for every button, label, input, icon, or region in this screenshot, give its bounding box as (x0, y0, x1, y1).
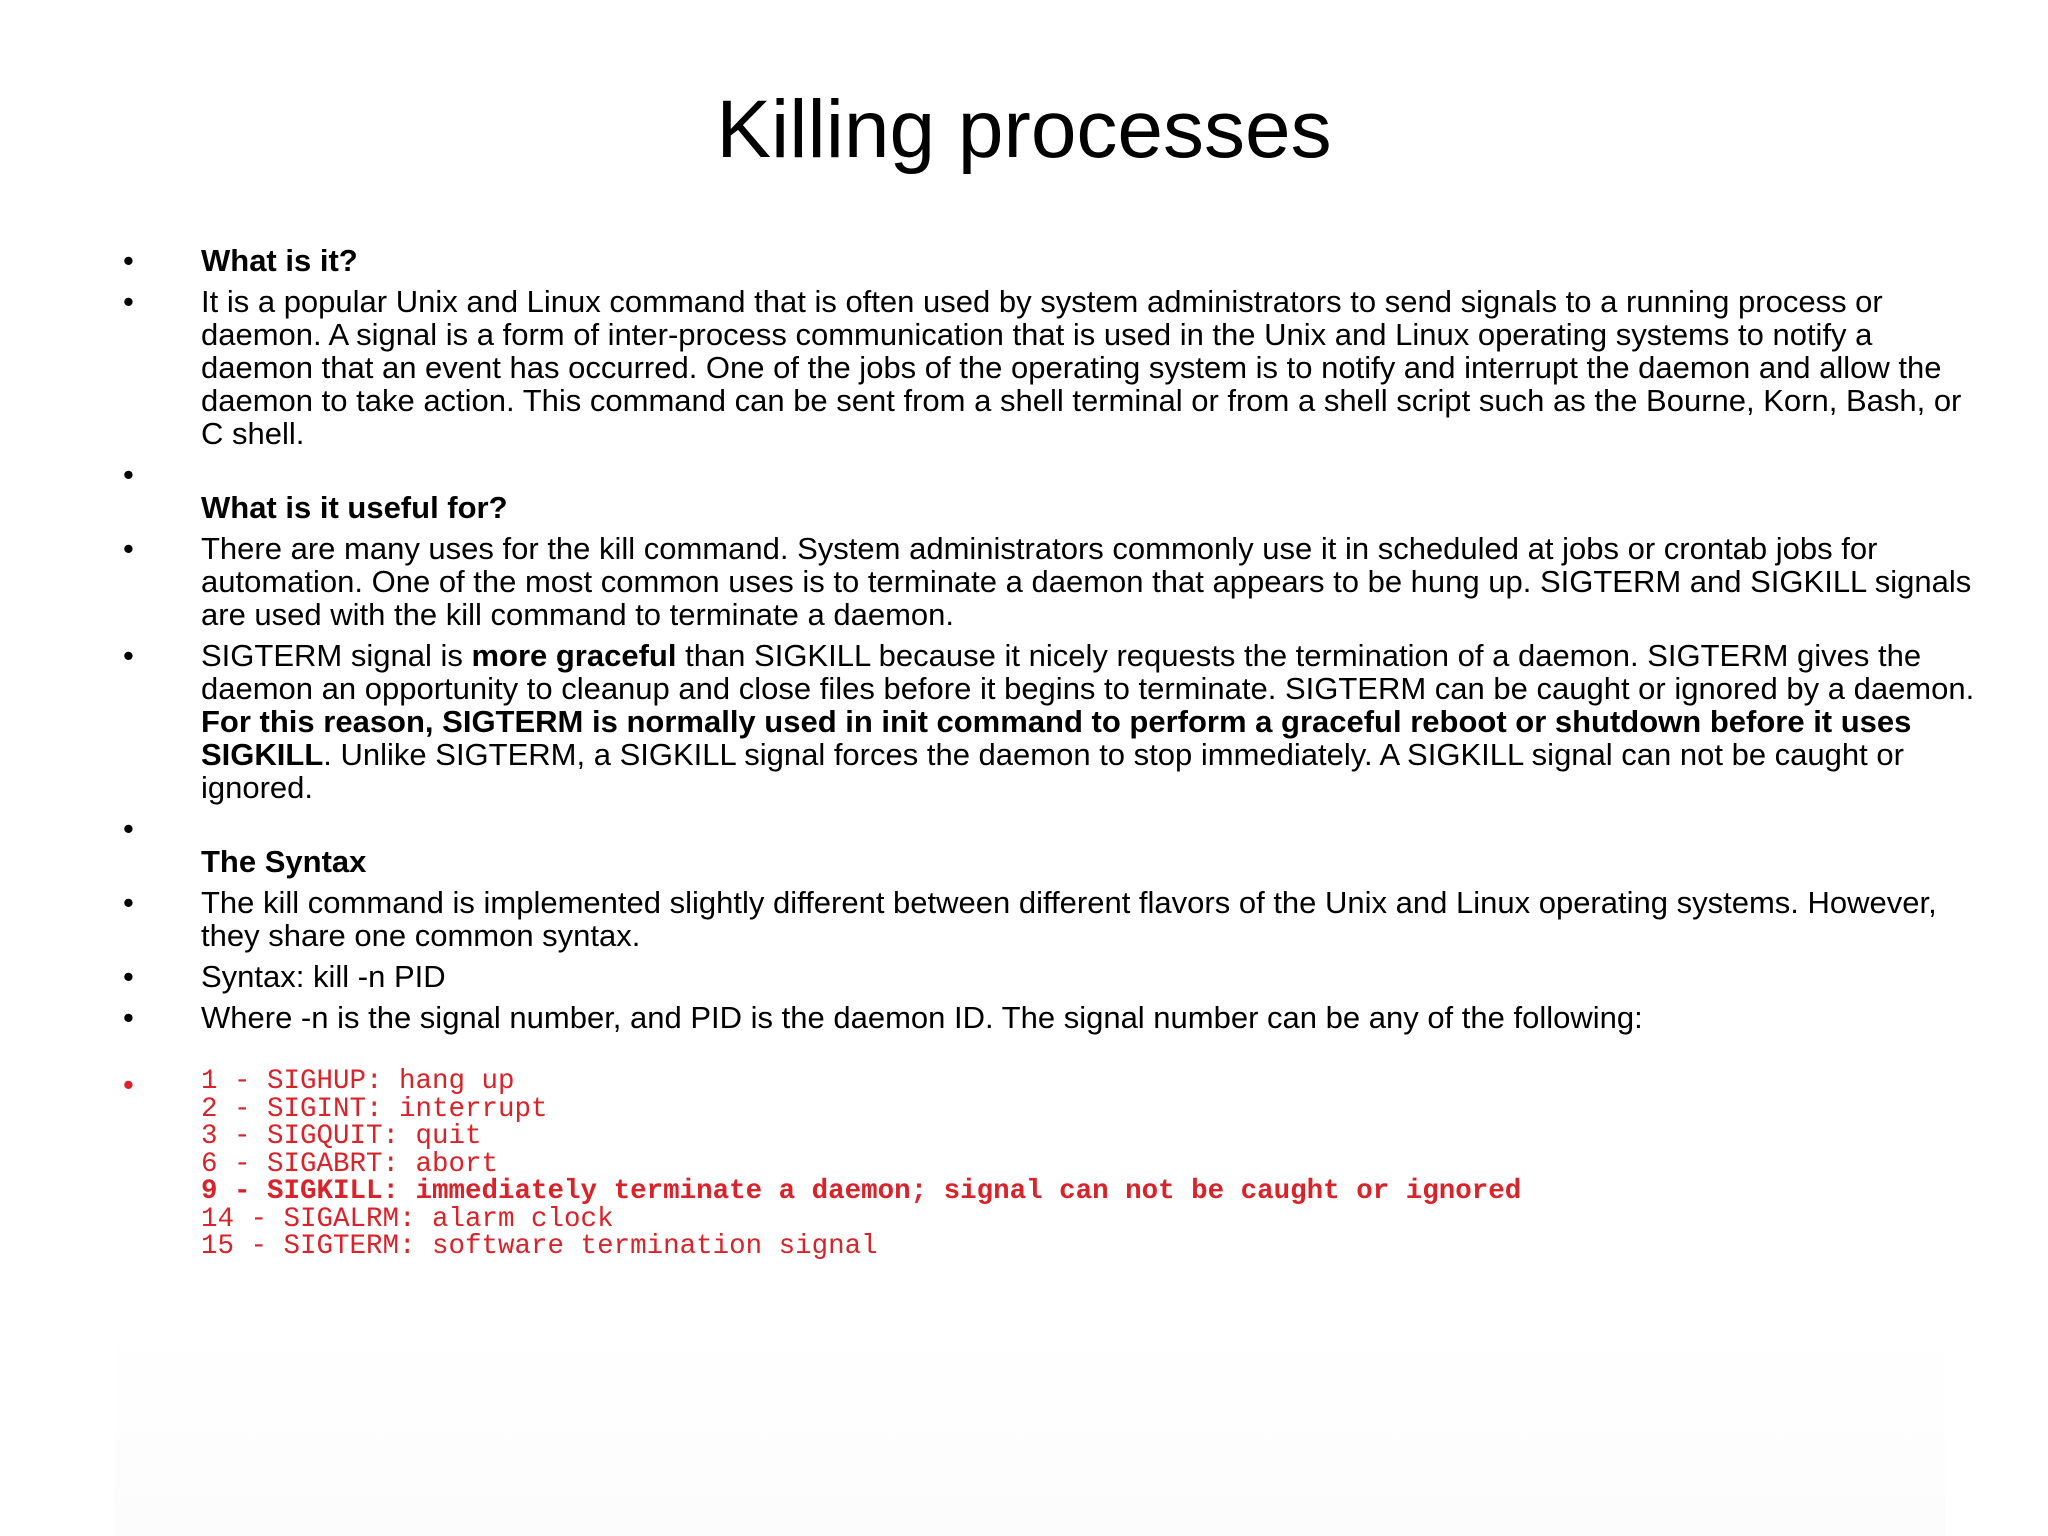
heading-syntax: The Syntax (201, 844, 367, 879)
bullet-dot: • (123, 1067, 134, 1102)
bullet-heading-useful-for (0, 491, 2048, 524)
bullet-dot: • (123, 638, 134, 673)
bullet-dot: • (123, 243, 134, 278)
sigterm-emphasis-reason: For this reason, SIGTERM is normally used in init command to perform a graceful reboot or shutdown before it uses SIGKILL (201, 704, 1912, 772)
signal-number-text: Where -n is the signal number, and PID is the daemon ID. The signal number can be any of the following: (201, 1000, 1643, 1035)
bullet-dot: • (123, 885, 134, 920)
definition-text: It is a popular Unix and Linux command that is often used by system administrators to send signals to a running process or daemon. A signal is a form of inter-process communication that is used in the Unix and Linux operating systems to notify a daemon that an event has occurred. One of the jobs of the operating system is to notify and interrupt the daemon and allow the daemon to take action. This command can be sent from a shell terminal or from a shell script such as the Bourne, Korn, Bash, or C shell. (201, 284, 1962, 451)
sigterm-text-part1: SIGTERM signal is (201, 638, 472, 673)
heading-what-is-it: What is it? (201, 243, 358, 278)
bullet-syntax (0, 960, 2048, 993)
bullet-dot: • (123, 959, 134, 994)
bullet-empty (0, 812, 2048, 845)
bullet-uses (0, 532, 2048, 631)
uses-text: There are many uses for the kill command. System administrators commonly use it in scheduled at jobs or crontab jobs for automation. One of the most common uses is to terminate a daemon that appears to be hung up. SIGTERM and SIGKILL signals are used with the kill command to terminate a daemon. (201, 531, 1972, 632)
syntax-text: Syntax: kill -n PID (201, 959, 446, 994)
bullet-list (0, 244, 2048, 1269)
heading-useful-for: What is it useful for? (201, 490, 508, 525)
bullet-implementation (0, 886, 2048, 952)
sigterm-text-part3: . Unlike SIGTERM, a SIGKILL signal forces the daemon to stop immediately. A SIGKILL signal can not be caught or ignored. (201, 737, 1904, 805)
slide-title: Killing processes (716, 84, 1332, 175)
bullet-signal-number (0, 1001, 2048, 1034)
signal-sigabrt: 6 - SIGABRT: abort (201, 1148, 499, 1180)
bullet-dot: • (123, 811, 134, 846)
signal-sigterm: 15 - SIGTERM: software termination signal (201, 1231, 878, 1262)
bullet-sigterm-vs-sigkill (0, 639, 2048, 804)
bullet-dot: • (123, 531, 134, 566)
sigterm-text-part2: than SIGKILL because it nicely requests the termination of a daemon. SIGTERM gives the daemon an opportunity to cleanup and close files before it begins to terminate. SIGTERM can be caught or ignored by a daemon. (201, 638, 1975, 706)
implementation-text: The kill command is implemented slightly different between different flavors of the Unix and Linux operating systems. However, they share one common syntax. (201, 885, 1937, 953)
signal-sigint: 2 - SIGINT: interrupt (201, 1093, 548, 1125)
background-fade (115, 1320, 1945, 1536)
bullet-dot: • (123, 457, 134, 492)
bullet-heading-what-is-it (0, 244, 2048, 277)
sigterm-emphasis-graceful: more graceful (471, 638, 677, 673)
signal-sigalrm: 14 - SIGALRM: alarm clock (201, 1203, 614, 1235)
signal-sigquit: 3 - SIGQUIT: quit (201, 1121, 482, 1152)
bullet-dot: • (123, 284, 134, 319)
bullet-heading-syntax (0, 845, 2048, 878)
bullet-signal-list (0, 1068, 2048, 1261)
bullet-empty (0, 458, 2048, 491)
bullet-dot: • (123, 1000, 134, 1035)
signal-sighup: 1 - SIGHUP: hang up (201, 1066, 515, 1097)
bullet-definition (0, 285, 2048, 450)
signal-sigkill: 9 - SIGKILL: immediately terminate a daemon; signal can not be caught or ignored (201, 1176, 1522, 1207)
